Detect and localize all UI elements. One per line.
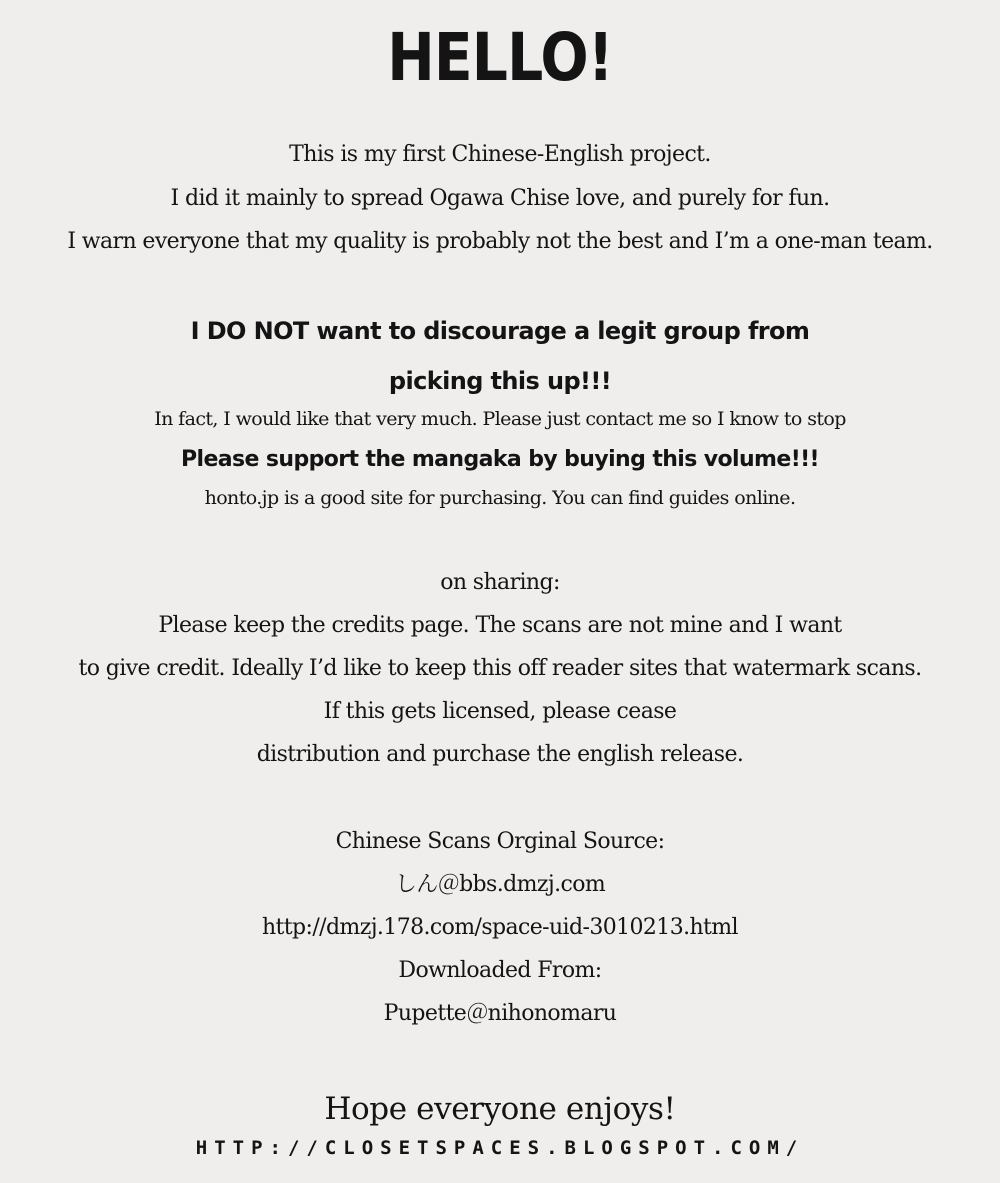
intro-line: I warn everyone that my quality is probably not the best and I’m a one-man team. <box>67 229 933 254</box>
source-label: Chinese Scans Orginal Source: <box>335 829 665 854</box>
sharing-heading: on sharing: <box>440 570 560 595</box>
notice-note: In fact, I would like that very much. Please just contact me so I know to stop <box>154 408 846 430</box>
notice-heading: I DO NOT want to discourage a legit group from <box>190 317 810 345</box>
support-note: honto.jp is a good site for purchasing. You can find guides online. <box>204 487 796 509</box>
sharing-line: to give credit. Ideally I’d like to keep this off reader sites that watermark scans. <box>78 656 922 681</box>
support-message: Please support the mangaka by buying this volume!!! <box>180 447 819 472</box>
source-url: http://dmzj.178.com/space-uid-3010213.html <box>261 915 738 940</box>
page-title: HELLO! <box>387 19 613 96</box>
download-label: Downloaded From: <box>398 958 602 983</box>
download-user: Pupette＠nihonomaru <box>383 1001 617 1026</box>
intro-line: I did it mainly to spread Ogawa Chise love, and purely for fun. <box>170 186 830 211</box>
intro-line: This is my first Chinese-English project. <box>289 142 711 167</box>
source-user: しん＠bbs.dmzj.com <box>394 872 606 897</box>
notice-heading: picking this up!!! <box>388 367 612 395</box>
closing-message: Hope everyone enjoys! <box>324 1091 676 1127</box>
sharing-line: Please keep the credits page. The scans are not mine and I want <box>158 613 842 638</box>
sharing-line: If this gets licensed, please cease <box>323 699 677 724</box>
blog-url: HTTP://CLOSETSPACES.BLOGSPOT.COM/ <box>195 1137 805 1159</box>
sharing-line: distribution and purchase the english release. <box>256 742 744 767</box>
